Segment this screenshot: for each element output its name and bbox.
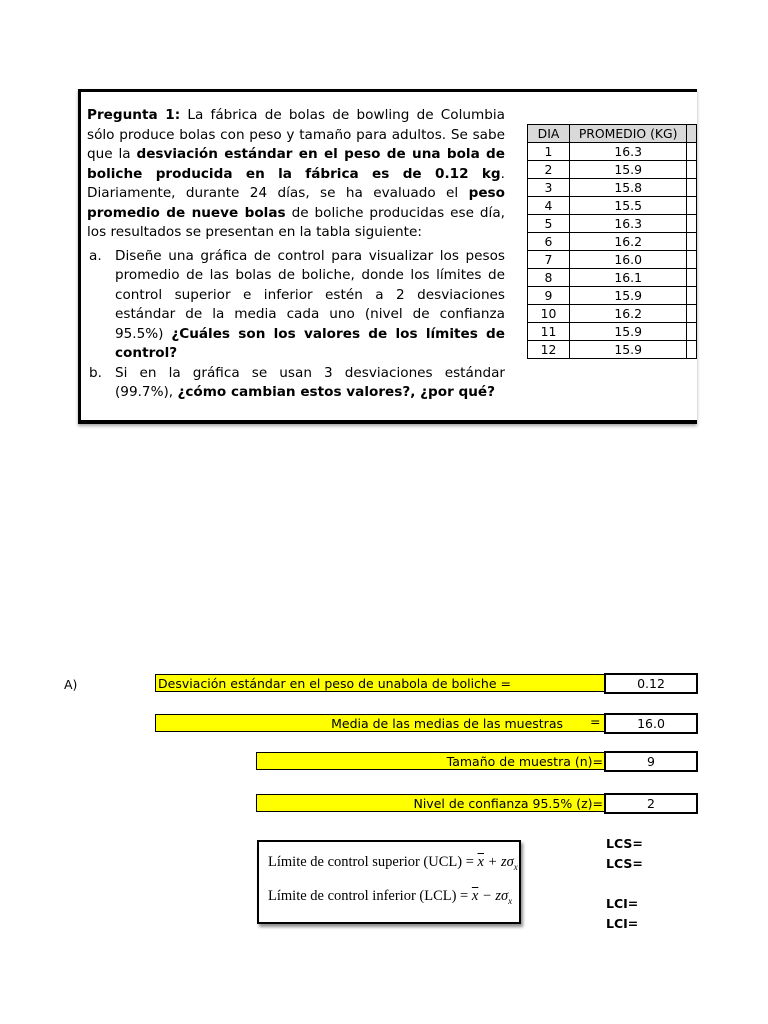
question-item-marker: a. xyxy=(89,247,102,264)
cell-extra xyxy=(687,251,697,269)
sd-value[interactable]: 0.12 xyxy=(604,673,698,694)
cell-dia: 2 xyxy=(528,161,570,179)
cell-extra xyxy=(687,269,697,287)
header-promedio: PROMEDIO (KG) xyxy=(569,125,686,143)
cell-promedio: 15.5 xyxy=(569,197,686,215)
table-row xyxy=(528,179,697,197)
table-row xyxy=(528,341,697,359)
cell-dia: 3 xyxy=(528,179,570,197)
question-item-marker: b. xyxy=(89,364,102,381)
cell-extra xyxy=(687,197,697,215)
cell-promedio: 15.9 xyxy=(569,287,686,305)
table-row xyxy=(528,251,697,269)
mean-label xyxy=(155,714,606,732)
data-table xyxy=(527,124,697,359)
control-limits-formula xyxy=(257,840,521,924)
question-item-part: ¿Cuáles son los valores de los límites de control? xyxy=(115,325,506,361)
formula-lcl-label: Límite de control inferior (LCL) = xyxy=(268,888,469,904)
formula-ucl-sigma: σ xyxy=(506,854,514,870)
cell-dia: 7 xyxy=(528,251,570,269)
cell-dia: 8 xyxy=(528,269,570,287)
sd-label: Desviación estándar en el peso de unabola de boliche = xyxy=(155,674,606,692)
formula-lcl-xbar: $\overline{x}$ xyxy=(471,888,479,904)
formula-lcl-sub: x xyxy=(508,896,513,906)
cell-promedio: 16.2 xyxy=(569,305,686,323)
n-value[interactable]: 9 xyxy=(604,751,698,772)
lci-result-2: LCI= xyxy=(606,916,639,931)
cell-promedio: 15.9 xyxy=(569,161,686,179)
intro-part: La fábrica de bolas de bowling de Columbia sólo produce bolas con peso y tamaño para adultos. Se sabe que la xyxy=(87,107,505,162)
question-item-part: Diseñe una gráfica de control para visualizar los pesos promedio de las bolas de boliche, donde los límites de control superior e inferior estén a 2 desviaciones estándar de la media cada uno (nivel de confianza 95.5%) xyxy=(115,247,505,342)
cell-promedio: 16.2 xyxy=(569,233,686,251)
n-label: Tamaño de muestra (n)= xyxy=(256,752,606,770)
formula-ucl xyxy=(268,854,518,872)
cell-dia: 11 xyxy=(528,323,570,341)
header-extra xyxy=(687,125,697,143)
lcs-result-1: LCS= xyxy=(606,836,643,851)
lcs-result-2: LCS= xyxy=(606,856,643,871)
cell-dia: 5 xyxy=(528,215,570,233)
table-row xyxy=(528,143,697,161)
cell-extra xyxy=(687,143,697,161)
question-intro xyxy=(87,106,505,243)
table-body xyxy=(528,143,697,359)
table-row xyxy=(528,305,697,323)
question-title: Pregunta 1: xyxy=(87,107,181,123)
cell-promedio: 16.0 xyxy=(569,251,686,269)
cell-dia: 1 xyxy=(528,143,570,161)
cell-promedio: 16.1 xyxy=(569,269,686,287)
intro-part: . Diariamente, durante 24 días, se ha evaluado el xyxy=(87,165,505,201)
table-row xyxy=(528,161,697,179)
question-item xyxy=(87,364,505,403)
cell-dia: 6 xyxy=(528,233,570,251)
cell-extra xyxy=(687,233,697,251)
question-box xyxy=(78,89,697,424)
formula-lcl-sigma: σ xyxy=(501,888,509,904)
table-header-row xyxy=(528,125,697,143)
cell-dia: 4 xyxy=(528,197,570,215)
cell-promedio: 16.3 xyxy=(569,143,686,161)
section-a-label: A) xyxy=(64,677,78,692)
intro-part: peso promedio de nueve bolas xyxy=(87,185,505,221)
formula-lcl-op: − z xyxy=(481,888,501,904)
table-row xyxy=(528,323,697,341)
formula-ucl-sub: x xyxy=(513,862,518,872)
z-value[interactable]: 2 xyxy=(604,793,698,814)
table-row xyxy=(528,215,697,233)
formula-ucl-op: + z xyxy=(487,854,507,870)
cell-extra xyxy=(687,305,697,323)
cell-extra xyxy=(687,179,697,197)
z-label: Nivel de confianza 95.5% (z)= xyxy=(256,794,606,812)
table-row xyxy=(528,269,697,287)
header-dia: DIA xyxy=(528,125,570,143)
cell-dia: 9 xyxy=(528,287,570,305)
cell-dia: 12 xyxy=(528,341,570,359)
table-row xyxy=(528,287,697,305)
cell-promedio: 15.8 xyxy=(569,179,686,197)
cell-extra xyxy=(687,287,697,305)
mean-equals: = xyxy=(590,714,601,729)
table-row xyxy=(528,233,697,251)
formula-ucl-xbar: $\overline{x}$ xyxy=(477,854,484,870)
lci-result-1: LCI= xyxy=(606,896,639,911)
formula-ucl-label: Límite de control superior (UCL) = xyxy=(268,854,474,870)
cell-promedio: 15.9 xyxy=(569,341,686,359)
question-item-part: Si en la gráfica se usan 3 desviaciones estándar (99.7%), xyxy=(115,364,505,400)
intro-part: de boliche producidas ese día, los resultados se presentan en la tabla siguiente: xyxy=(87,204,505,240)
question-text xyxy=(87,106,505,403)
question-items xyxy=(87,247,505,403)
question-item-part: ¿cómo cambian estos valores?, ¿por qué? xyxy=(177,384,496,400)
mean-label-text: Media de las medias de las muestras xyxy=(331,716,563,731)
cell-extra xyxy=(687,323,697,341)
cell-extra xyxy=(687,341,697,359)
table-row xyxy=(528,197,697,215)
question-intro-body xyxy=(87,107,505,240)
cell-extra xyxy=(687,161,697,179)
cell-promedio: 15.9 xyxy=(569,323,686,341)
cell-dia: 10 xyxy=(528,305,570,323)
formula-lcl xyxy=(268,888,512,906)
mean-value[interactable]: 16.0 xyxy=(604,713,698,734)
cell-promedio: 16.3 xyxy=(569,215,686,233)
intro-part: desviación estándar en el peso de una bola de boliche producida en la fábrica es de 0.12 kg xyxy=(87,146,505,182)
question-item xyxy=(87,247,505,364)
cell-extra xyxy=(687,215,697,233)
